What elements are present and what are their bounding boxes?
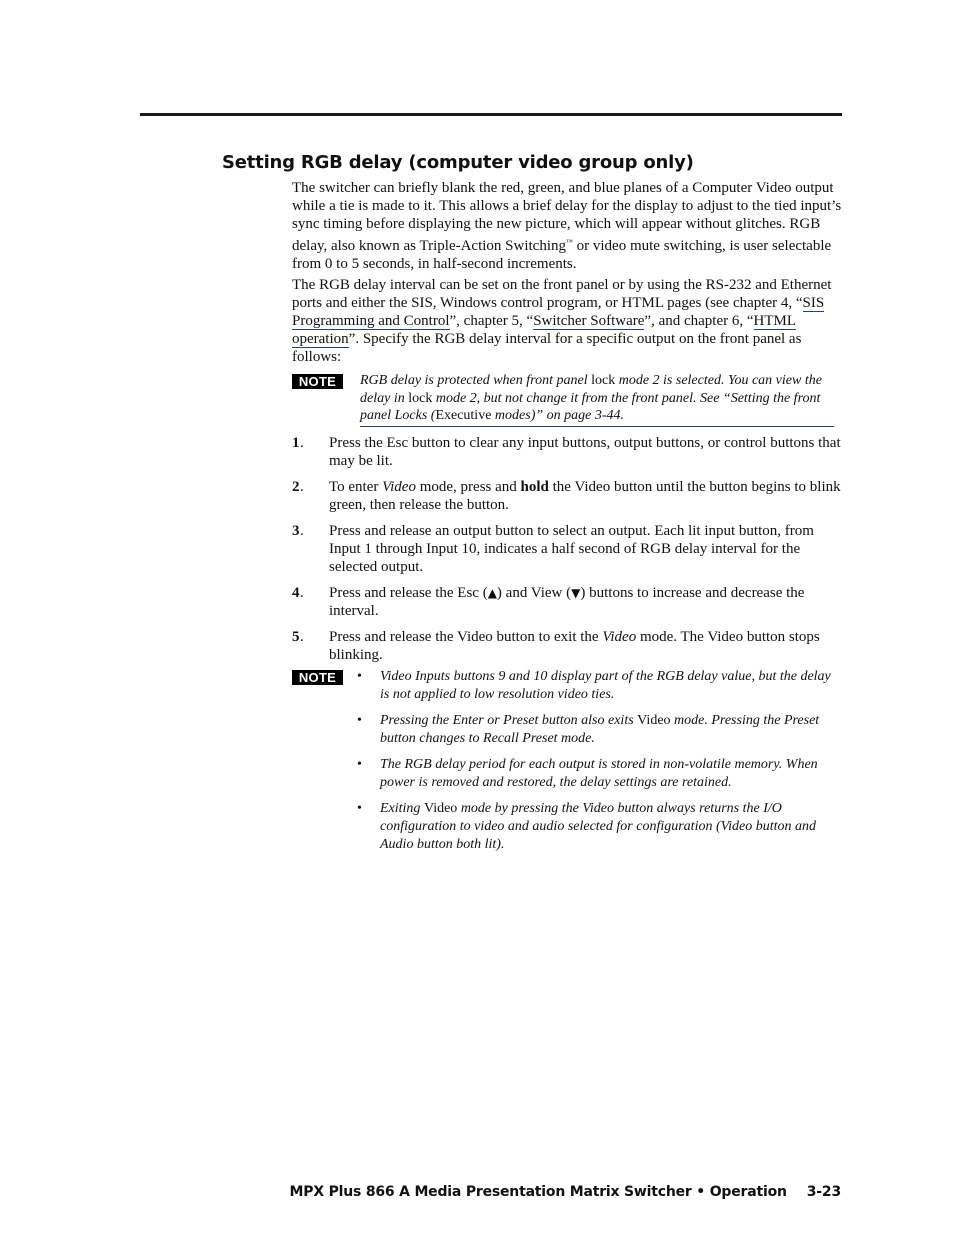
note-bullet-item: • Exiting Video mode by pressing the Video button always returns the I/O configuration to video and audio selected for configuration (Video button and Audio button both lit). (357, 801, 817, 852)
note-bullet-item: • Video Inputs buttons 9 and 10 display part of the RGB delay value, but the delay is not applied to low resolution video ties. (357, 669, 831, 702)
page-number: 3-23 (806, 1184, 841, 1200)
note-bullet-list (357, 668, 842, 862)
step-item: 2 . To enter Video mode, press and hold the Video button until the button begins to blink green, then release the button. (292, 479, 841, 513)
page-footer (290, 1184, 841, 1200)
up-arrow-icon: ▲ (487, 586, 497, 600)
bullet-icon: • (357, 713, 362, 728)
method-paragraph: The RGB delay interval can be set on the front panel or by using the RS-232 and Ethernet ports and either the SIS, Windows control program, or HTML pages (see chapter 4, “SIS Programming and Control”, chapter 5, “Switcher Software”, and chapter 6, “HTML operation”. Specify the RGB delay interval for a specific output on the front panel as follows: (292, 277, 832, 365)
down-arrow-icon: ▼ (571, 586, 581, 600)
bullet-icon: • (357, 757, 362, 772)
step-item: 3 . Press and release an output button to select an output. Each lit input button, from Input 1 through Input 10, indicates a half second of RGB delay interval for the selected output. (292, 523, 814, 575)
note-bullet-item: • Pressing the Enter or Preset button also exits Video mode. Pressing the Preset button changes to Recall Preset mode. (357, 713, 820, 746)
header-rule (140, 113, 842, 116)
note-badge: NOTE (292, 374, 343, 389)
link-switcher-software[interactable]: Switcher Software (533, 313, 645, 329)
section-heading: Setting RGB delay (computer video group only) (222, 152, 694, 173)
step-item: 4 . Press and release the Esc (▲) and View (▼) buttons to increase and decrease the interval. (292, 585, 805, 619)
note-bullet-item: • The RGB delay period for each output is stored in non-volatile memory. When power is removed and restored, the delay settings are retained. (357, 757, 818, 790)
link-sis-programming[interactable]: SIS Programming and Control (292, 295, 825, 329)
footer-title: MPX Plus 866 A Media Presentation Matrix Switcher • Operation (289, 1184, 787, 1200)
trademark-symbol: ™ (566, 238, 573, 246)
step-item: 5 . Press and release the Video button to exit the Video mode. The Video button stops blinking. (292, 629, 820, 663)
note-lock-mode-text[interactable]: RGB delay is protected when front panel lock mode 2 is selected. You can view the delay in lock mode 2, but not change it from the front panel. See “Setting the front panel Locks (Executive modes)” on page 3-44. (360, 372, 834, 427)
note-badge: NOTE (292, 670, 343, 685)
intro-paragraph: The switcher can briefly blank the red, green, and blue planes of a Computer Video output while a tie is made to it. This allows a brief delay for the display to adjust to the tied input’s sync timing before displaying the new picture, which will appear without glitches. RGB delay, also known as Triple-Action Switching™ or video mute switching, is user selectable from 0 to 5 seconds, in half-second increments. (292, 180, 842, 272)
link-html-operation[interactable]: HTML operation (292, 313, 797, 347)
procedure-steps (292, 434, 842, 672)
bullet-icon: • (357, 669, 362, 684)
step-item: 1 . Press the Esc button to clear any input buttons, output buttons, or control buttons that may be lit. (292, 435, 841, 469)
bullet-icon: • (357, 801, 362, 816)
